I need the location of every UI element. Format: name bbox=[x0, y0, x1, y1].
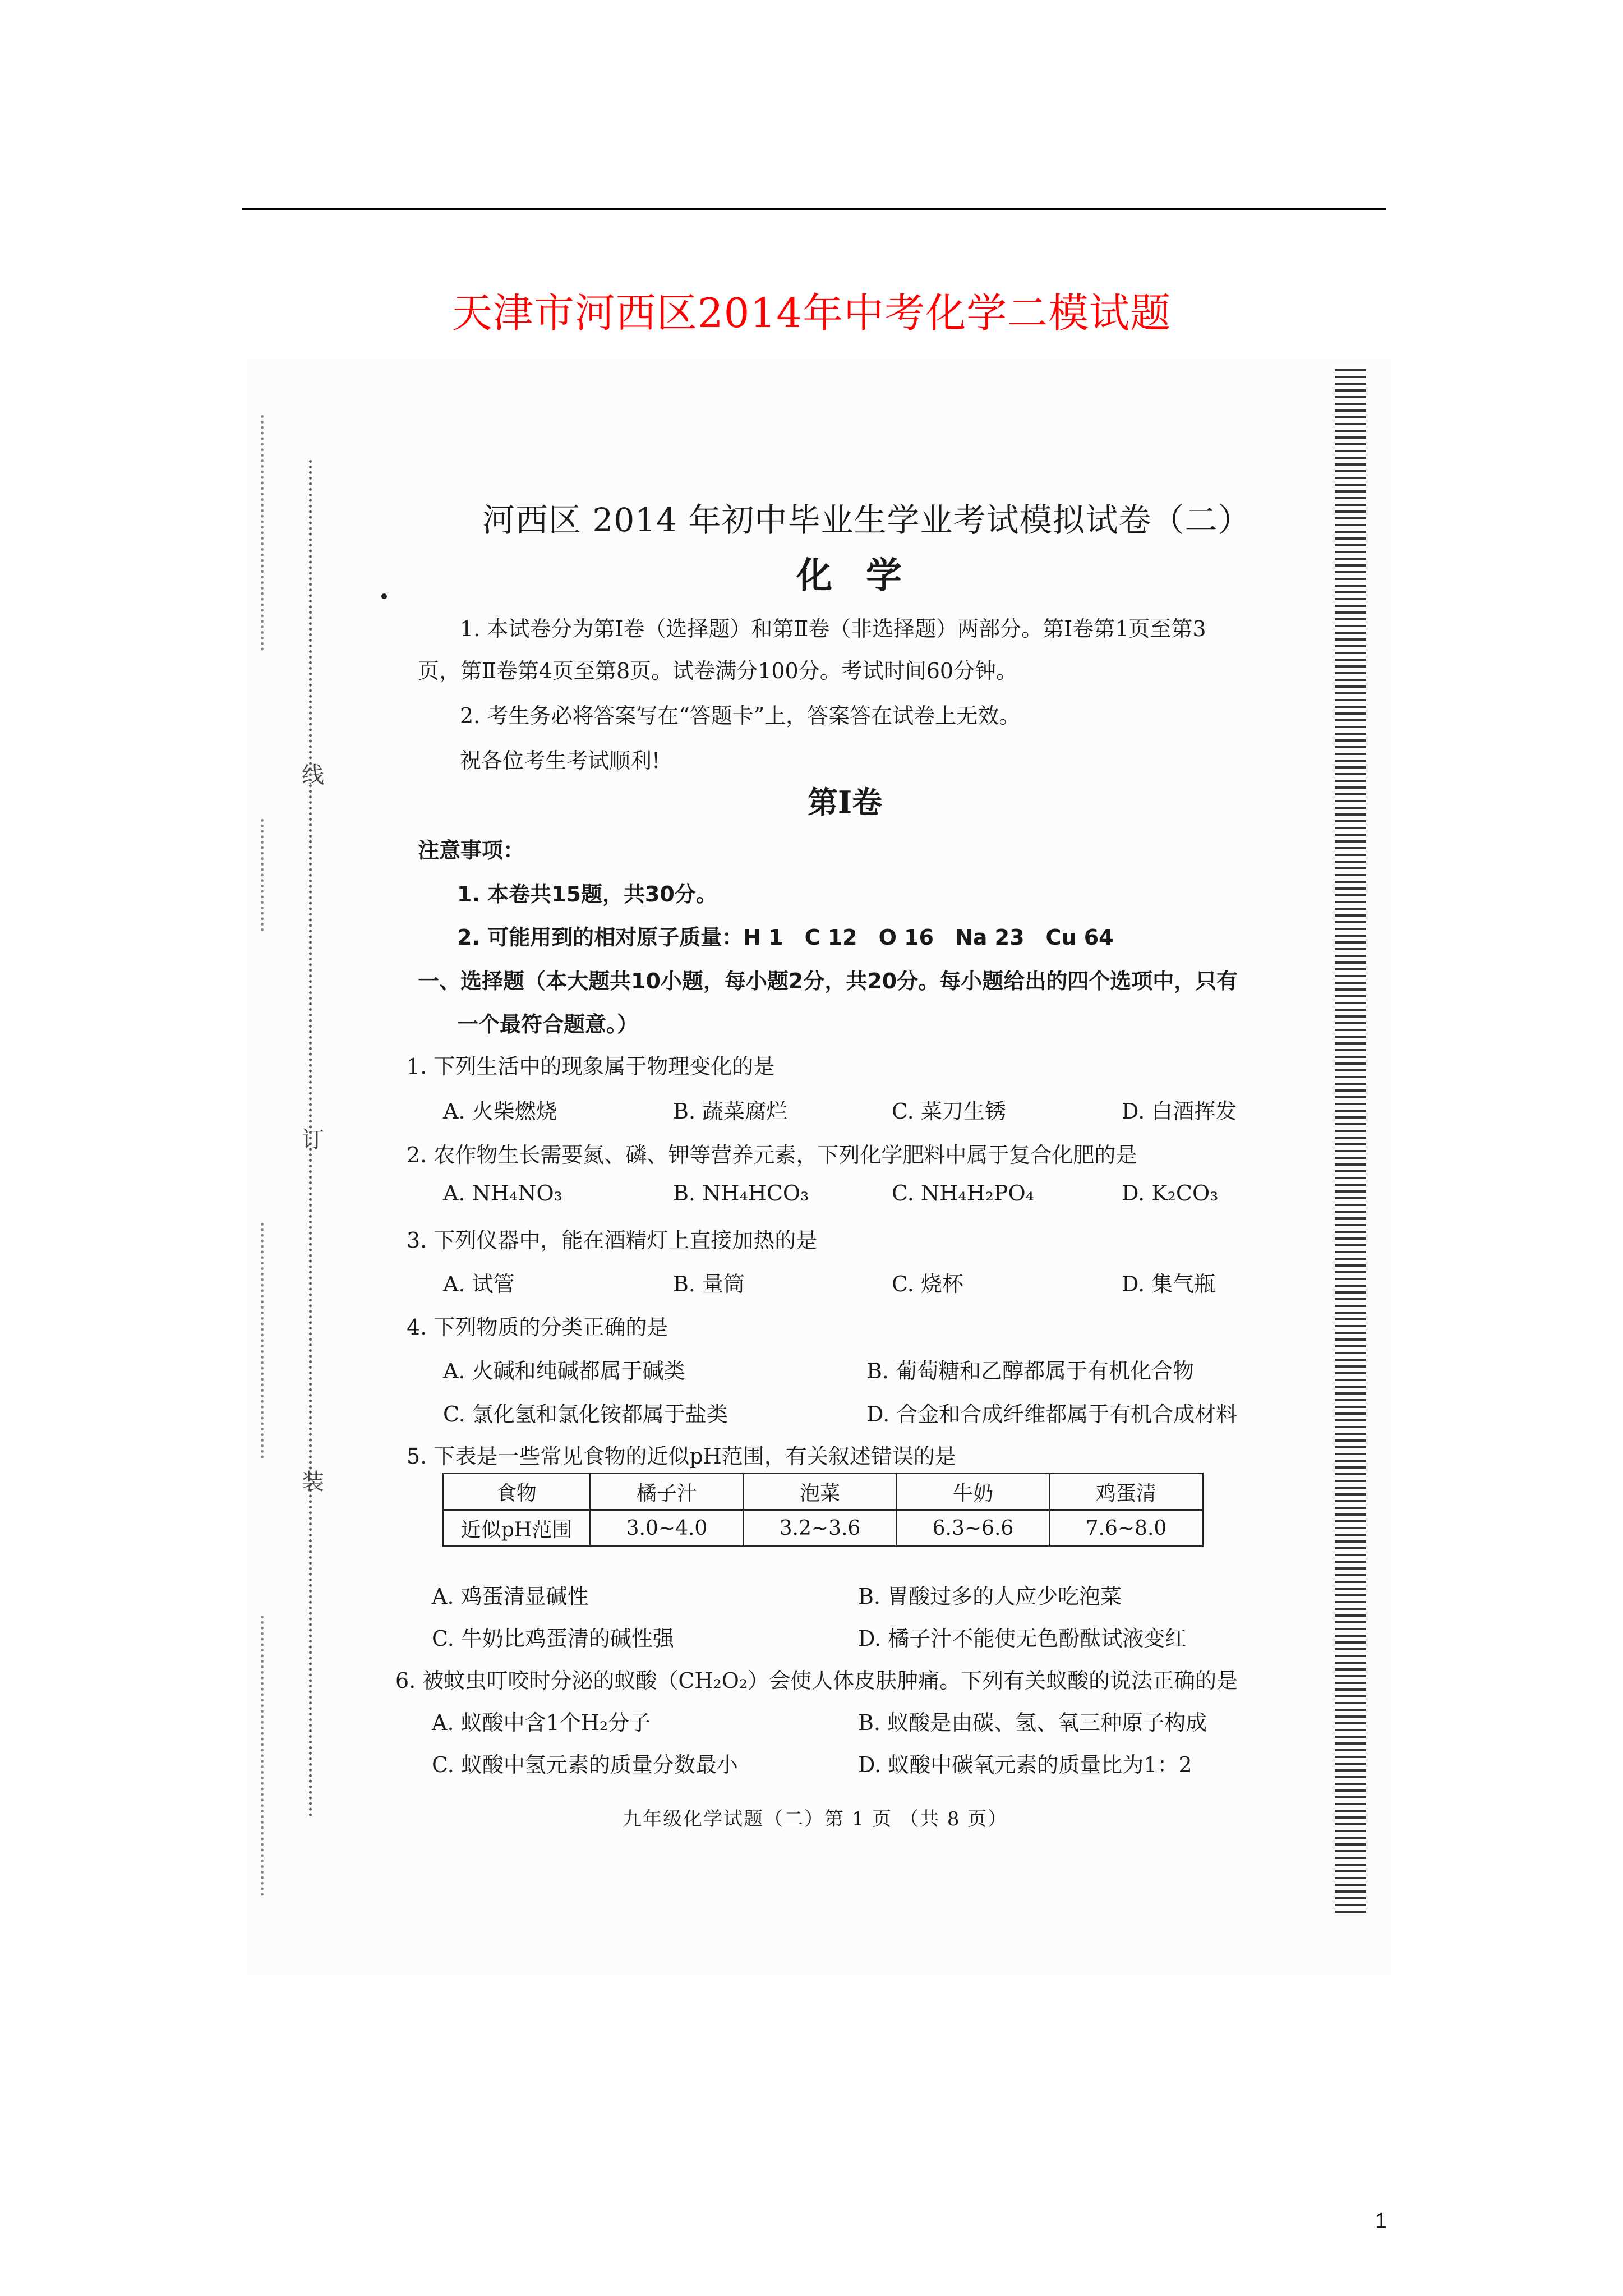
table-row bbox=[443, 1474, 1203, 1510]
question-option: C. 菜刀生锈 bbox=[892, 1099, 1006, 1124]
question-stem: 6. 被蚊虫叮咬时分泌的蚁酸（CH₂O₂）会使人体皮肤肿痛。下列有关蚁酸的说法正确的是 bbox=[395, 1668, 1238, 1693]
scan-margin-marks bbox=[261, 1616, 269, 1896]
question-option: B. 蔬菜腐烂 bbox=[673, 1099, 788, 1124]
table-cell: 7.6~8.0 bbox=[1050, 1510, 1203, 1547]
table-cell: 6.3~6.6 bbox=[897, 1510, 1050, 1547]
notes-heading: 注意事项： bbox=[418, 838, 525, 863]
instruction-line: 页，第Ⅱ卷第4页至第8页。试卷满分100分。考试时间60分钟。 bbox=[418, 659, 1018, 683]
table-header-cell: 牛奶 bbox=[897, 1474, 1050, 1510]
question-option: D. 蚁酸中碳氧元素的质量比为1：2 bbox=[858, 1752, 1192, 1777]
question-option: D. 集气瓶 bbox=[1122, 1272, 1216, 1296]
question-option: B. 葡萄糖和乙醇都属于有机化合物 bbox=[866, 1359, 1195, 1383]
question-option: A. 蚁酸中含1个H₂分子 bbox=[432, 1710, 651, 1735]
table-header-cell: 泡菜 bbox=[744, 1474, 897, 1510]
question-option: A. 火柴燃烧 bbox=[443, 1099, 557, 1124]
question-option: B. NH₄HCO₃ bbox=[673, 1181, 809, 1205]
question-option: A. 试管 bbox=[443, 1272, 515, 1296]
table-cell: 3.2~3.6 bbox=[744, 1510, 897, 1547]
note-line: 2. 可能用到的相对原子质量：H 1 C 12 O 16 Na 23 Cu 64 bbox=[457, 925, 1114, 950]
part-heading: 一个最符合题意。） bbox=[457, 1012, 639, 1037]
table-cell: 近似pH范围 bbox=[443, 1510, 591, 1547]
scan-margin-marks bbox=[261, 415, 269, 651]
question-option: C. 烧杯 bbox=[892, 1272, 963, 1296]
question-option: B. 胃酸过多的人应少吃泡菜 bbox=[858, 1584, 1122, 1609]
table-row bbox=[443, 1510, 1203, 1547]
exam-subject: 化学 bbox=[796, 555, 935, 597]
question-stem: 5. 下表是一些常见食物的近似pH范围，有关叙述错误的是 bbox=[407, 1444, 956, 1469]
question-option: D. 橘子汁不能使无色酚酞试液变红 bbox=[858, 1626, 1187, 1651]
instruction-line: 2. 考生务必将答案写在“答题卡”上，答案答在试卷上无效。 bbox=[460, 703, 1021, 728]
part-heading: 一、选择题（本大题共10小题，每小题2分，共20分。每小题给出的四个选项中，只有 bbox=[418, 969, 1238, 993]
table-header-cell: 食物 bbox=[443, 1474, 591, 1510]
ph-table bbox=[442, 1473, 1204, 1547]
instruction-line: 祝各位考生考试顺利! bbox=[460, 748, 661, 773]
scan-binding-edge bbox=[1335, 365, 1366, 1913]
scan-margin-marks bbox=[261, 1223, 269, 1458]
question-option: D. 白酒挥发 bbox=[1122, 1099, 1237, 1124]
table-header-cell: 橘子汁 bbox=[591, 1474, 744, 1510]
table-cell: 3.0~4.0 bbox=[591, 1510, 744, 1547]
note-line: 1. 本卷共15题，共30分。 bbox=[457, 882, 717, 907]
question-option: A. 鸡蛋清显碱性 bbox=[432, 1584, 589, 1609]
scan-speck bbox=[381, 593, 387, 599]
instruction-line: 1. 本试卷分为第Ⅰ卷（选择题）和第Ⅱ卷（非选择题）两部分。第Ⅰ卷第1页至第3 bbox=[460, 616, 1206, 641]
exam-title: 河西区 2014 年初中毕业生学业考试模拟试卷（二） bbox=[482, 501, 1251, 539]
top-rule bbox=[242, 208, 1386, 210]
question-option: D. 合金和合成纤维都属于有机合成材料 bbox=[866, 1402, 1238, 1427]
question-option: C. 牛奶比鸡蛋清的碱性强 bbox=[432, 1626, 674, 1651]
question-stem: 4. 下列物质的分类正确的是 bbox=[407, 1315, 668, 1340]
question-option: A. 火碱和纯碱都属于碱类 bbox=[443, 1359, 685, 1383]
question-option: B. 量筒 bbox=[673, 1272, 745, 1296]
question-option: C. 氯化氢和氯化铵都属于盐类 bbox=[443, 1402, 728, 1427]
question-option: B. 蚁酸是由碳、氢、氧三种原子构成 bbox=[858, 1710, 1207, 1735]
question-stem: 3. 下列仪器中，能在酒精灯上直接加热的是 bbox=[407, 1228, 818, 1253]
page-number: 1 bbox=[1375, 2209, 1387, 2233]
question-stem: 1. 下列生活中的现象属于物理变化的是 bbox=[407, 1054, 775, 1079]
question-option: A. NH₄NO₃ bbox=[443, 1181, 562, 1205]
question-option: C. NH₄H₂PO₄ bbox=[892, 1181, 1034, 1205]
exam-page-footer: 九年级化学试题（二）第 1 页 （共 8 页） bbox=[623, 1808, 1008, 1830]
scan-margin-marks bbox=[261, 819, 269, 931]
table-header-cell: 鸡蛋清 bbox=[1050, 1474, 1203, 1510]
question-stem: 2. 农作物生长需要氮、磷、钾等营养元素，下列化学肥料中属于复合化肥的是 bbox=[407, 1143, 1137, 1167]
binding-label-bind: 装 bbox=[302, 1469, 324, 1495]
question-option: D. K₂CO₃ bbox=[1122, 1181, 1219, 1205]
section-title: 第Ⅰ卷 bbox=[808, 784, 883, 820]
binding-label-line: 线 bbox=[302, 762, 324, 788]
binding-label-order: 订 bbox=[302, 1127, 324, 1153]
document-title: 天津市河西区2014年中考化学二模试题 bbox=[451, 289, 1172, 337]
question-option: C. 蚁酸中氢元素的质量分数最小 bbox=[432, 1752, 738, 1777]
